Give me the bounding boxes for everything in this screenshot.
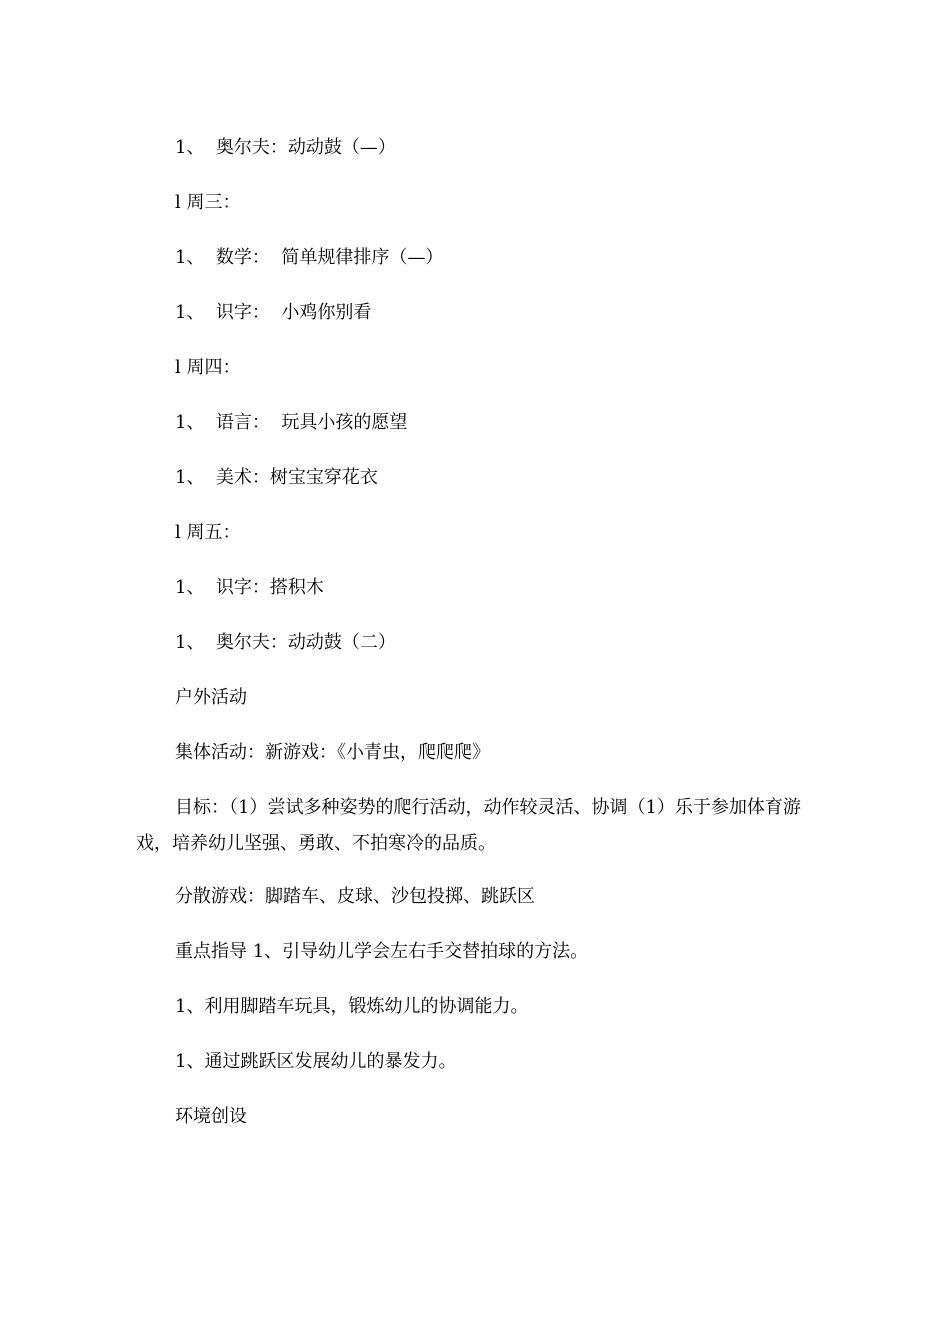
text-line: 分散游戏：脚踏车、皮球、沙包投掷、跳跃区 — [175, 886, 535, 907]
text-line: 1、 数学： 简单规律排序（—） — [175, 247, 444, 268]
text-line: 1、 奥尔夫：动动鼓（—） — [175, 137, 396, 158]
text-line: 1、 识字： 小鸡你别看 — [175, 302, 372, 323]
section-heading: 户外活动 — [175, 687, 247, 708]
section-heading: 环境创设 — [175, 1106, 247, 1127]
text-line: l 周四： — [175, 357, 241, 378]
text-line: 1、 美术：树宝宝穿花衣 — [175, 467, 378, 488]
text-line: 集体活动：新游戏：《小青虫，爬爬爬》 — [175, 742, 490, 763]
text-line: l 周五： — [175, 522, 241, 543]
text-line: 1、利用脚踏车玩具，锻炼幼儿的协调能力。 — [175, 996, 529, 1017]
text-line: 1、通过跳跃区发展幼儿的暴发力。 — [175, 1051, 457, 1072]
text-line: l 周三： — [175, 192, 241, 213]
text-line: 1、 识字：搭积木 — [175, 577, 324, 598]
goal-paragraph: 目标：（1）尝试多种姿势的爬行活动，动作较灵活、协调（1）乐于参加体育游戏，培养幼儿坚强、勇敢、不拍寒冷的品质。 — [136, 797, 801, 854]
text-line: 重点指导 1、引导幼儿学会左右手交替拍球的方法。 — [175, 941, 589, 962]
text-line: 1、 奥尔夫：动动鼓（二） — [175, 632, 396, 653]
text-line: 1、 语言： 玩具小孩的愿望 — [175, 412, 408, 433]
